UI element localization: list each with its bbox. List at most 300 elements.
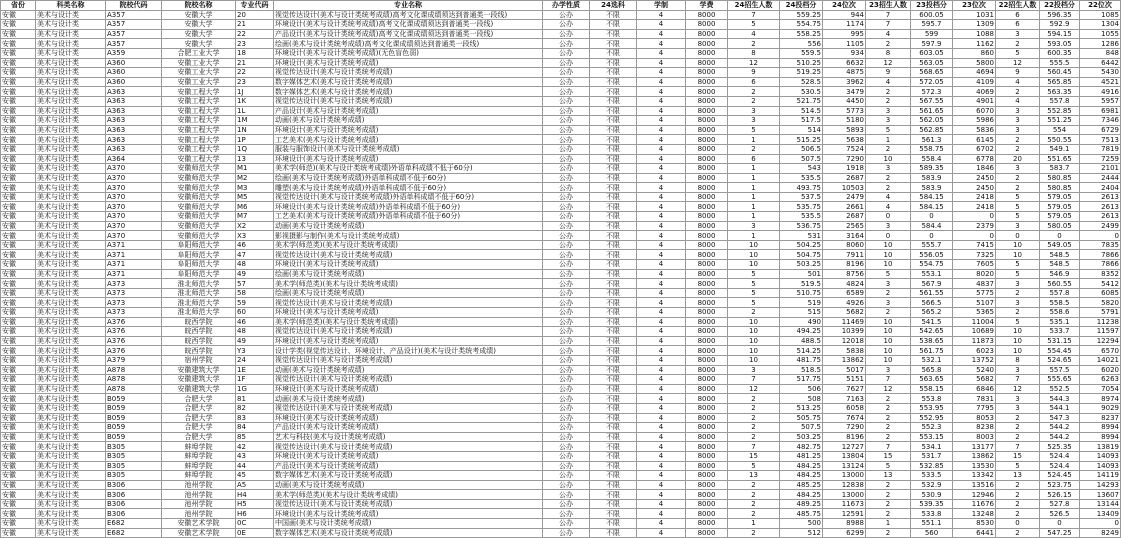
table-cell: 944 — [823, 10, 866, 20]
table-cell: 公办 — [543, 58, 590, 68]
table-cell: A357 — [106, 20, 162, 30]
table-cell: 安徽工程大学 — [162, 135, 236, 145]
table-cell: 6299 — [823, 528, 866, 538]
table-cell: 公办 — [543, 192, 590, 202]
table-cell: 1055 — [1080, 29, 1121, 39]
table-cell: 绘画(美术与设计类统考成绩)外语单科成绩不低于60分) — [274, 173, 543, 183]
table-cell: M2 — [236, 173, 274, 183]
table-cell: 549.1 — [1040, 144, 1080, 154]
table-row — [1, 394, 1121, 404]
table-cell: 533.5 — [911, 471, 953, 481]
table-cell: 507.5 — [780, 154, 823, 164]
table-cell: A370 — [106, 231, 162, 241]
table-cell: 42 — [236, 442, 274, 452]
table-cell: A371 — [106, 240, 162, 250]
table-cell: A360 — [106, 77, 162, 87]
table-cell: 不限 — [590, 432, 637, 442]
table-cell: 视觉传达设计(美术与设计类统考成绩) — [274, 375, 543, 385]
table-cell: 5 — [866, 461, 911, 471]
table-cell: 影视摄影与制作(美术与设计类统考成绩) — [274, 231, 543, 241]
table-cell: 美术学(师范类)(美术与设计类统考成绩) — [274, 490, 543, 500]
table-cell: 533.8 — [911, 509, 953, 519]
table-cell: 不限 — [590, 288, 637, 298]
table-cell: 5836 — [953, 125, 996, 135]
table-cell: 10 — [866, 336, 911, 346]
table-cell: 4 — [637, 519, 686, 529]
table-cell: 视觉传达设计(美术与设计类统考成绩) — [274, 250, 543, 260]
table-cell: A878 — [106, 375, 162, 385]
table-cell: 3 — [866, 365, 911, 375]
table-cell: 565.85 — [1040, 77, 1080, 87]
table-cell: 10 — [866, 240, 911, 250]
table-cell: 7866 — [1080, 260, 1121, 270]
table-cell: 533.7 — [1040, 327, 1080, 337]
table-cell: A376 — [106, 336, 162, 346]
table-cell: 10 — [866, 327, 911, 337]
table-cell: 不限 — [590, 77, 637, 87]
table-cell: 淮北师范大学 — [162, 288, 236, 298]
table-cell: 489.25 — [780, 499, 823, 509]
table-cell: 8000 — [686, 519, 728, 529]
table-cell: 24 — [236, 355, 274, 365]
table-cell: 5 — [866, 125, 911, 135]
table-cell: M1 — [236, 164, 274, 174]
table-cell: 557.8 — [1040, 96, 1080, 106]
table-cell: 552.3 — [911, 423, 953, 433]
table-cell: 0 — [953, 212, 996, 222]
table-row — [1, 519, 1121, 529]
table-cell: 视觉传达设计(美术与设计类统考成绩)外语单科成绩不低于60分) — [274, 192, 543, 202]
table-cell: 5 — [996, 260, 1040, 270]
table-cell: 4 — [637, 375, 686, 385]
table-cell: 美术与设计类 — [36, 125, 106, 135]
table-cell: 数字媒体艺术(美术与设计类统考成绩) — [274, 471, 543, 481]
table-cell: 6729 — [1080, 125, 1121, 135]
table-cell: 2 — [996, 490, 1040, 500]
table-cell: 580.05 — [1040, 221, 1080, 231]
table-cell: 531.7 — [911, 451, 953, 461]
table-cell: H6 — [236, 509, 274, 519]
table-cell: 13000 — [823, 490, 866, 500]
table-cell: 不限 — [590, 461, 637, 471]
table-cell: 4 — [637, 212, 686, 222]
table-cell: 美术与设计类 — [36, 192, 106, 202]
table-row — [1, 384, 1121, 394]
table-cell: 8000 — [686, 212, 728, 222]
table-cell: A379 — [106, 355, 162, 365]
table-cell: 不限 — [590, 106, 637, 116]
table-cell: 8000 — [686, 288, 728, 298]
table-cell: 环境设计(美术与设计类统考成绩) — [274, 336, 543, 346]
table-cell: 安徽工业大学 — [162, 77, 236, 87]
table-cell: A370 — [106, 164, 162, 174]
table-cell: 不限 — [590, 240, 637, 250]
table-cell: 3 — [996, 125, 1040, 135]
table-cell: A371 — [106, 269, 162, 279]
table-cell: 0 — [911, 231, 953, 241]
table-cell: 阜阳师范大学 — [162, 240, 236, 250]
table-cell: 4 — [637, 413, 686, 423]
table-cell: 不限 — [590, 260, 637, 270]
table-cell: 8000 — [686, 365, 728, 375]
table-cell: 553.8 — [911, 394, 953, 404]
table-cell: 510.75 — [780, 288, 823, 298]
table-cell: 4901 — [953, 96, 996, 106]
table-cell: 562.05 — [911, 116, 953, 126]
table-cell: 535.5 — [780, 173, 823, 183]
table-cell: A370 — [106, 212, 162, 222]
table-cell: 公办 — [543, 499, 590, 509]
table-cell: 5 — [866, 269, 911, 279]
table-cell: 安徽大学 — [162, 39, 236, 49]
table-cell: 安徽 — [1, 413, 36, 423]
table-cell: 550.55 — [1040, 135, 1080, 145]
column-header: 院校代码 — [106, 1, 162, 11]
table-cell: X3 — [236, 231, 274, 241]
table-cell: 4 — [637, 39, 686, 49]
table-cell: 安徽师范大学 — [162, 231, 236, 241]
table-cell: 848 — [1080, 48, 1121, 58]
table-cell: 不限 — [590, 212, 637, 222]
table-cell: 1162 — [953, 39, 996, 49]
table-cell: 517.75 — [780, 375, 823, 385]
table-cell: 绘画(美术与设计类统考成绩)高考文化课成绩须达到普通类一段线) — [274, 39, 543, 49]
table-cell: 视觉传达设计(美术与设计类统考成绩) — [274, 442, 543, 452]
table-cell: 安徽 — [1, 365, 36, 375]
table-cell: 1L — [236, 106, 274, 116]
table-cell: 8238 — [953, 423, 996, 433]
table-cell: 8000 — [686, 48, 728, 58]
table-cell: 9 — [866, 68, 911, 78]
table-cell: 597.9 — [911, 39, 953, 49]
table-row — [1, 10, 1121, 20]
table-cell: 公办 — [543, 355, 590, 365]
table-cell: 12 — [996, 384, 1040, 394]
table-cell: 4 — [637, 509, 686, 519]
table-cell: 560.55 — [1040, 279, 1080, 289]
table-cell: H4 — [236, 490, 274, 500]
table-cell: 49 — [236, 336, 274, 346]
table-cell: 美术与设计类 — [36, 403, 106, 413]
table-cell: 公办 — [543, 77, 590, 87]
table-cell: A370 — [106, 202, 162, 212]
table-cell: 539.35 — [911, 499, 953, 509]
table-cell: 美术与设计类 — [36, 164, 106, 174]
table-cell: 美术与设计类 — [36, 279, 106, 289]
table-cell: 7 — [996, 375, 1040, 385]
table-cell: 10 — [866, 355, 911, 365]
table-cell: 安徽 — [1, 58, 36, 68]
table-cell: 10 — [996, 250, 1040, 260]
table-cell: 0 — [1080, 231, 1121, 241]
table-cell: 8000 — [686, 269, 728, 279]
table-cell: 4 — [637, 346, 686, 356]
table-cell: 21 — [236, 58, 274, 68]
table-cell: 5365 — [953, 308, 996, 318]
table-cell: 6632 — [823, 58, 866, 68]
table-cell: 安徽 — [1, 394, 36, 404]
table-cell: 5 — [996, 192, 1040, 202]
table-cell: 8000 — [686, 183, 728, 193]
table-row — [1, 336, 1121, 346]
table-cell: 安徽 — [1, 173, 36, 183]
table-cell: 池州学院 — [162, 490, 236, 500]
table-row — [1, 413, 1121, 423]
table-cell: 蚌埠学院 — [162, 471, 236, 481]
table-cell: 2565 — [823, 221, 866, 231]
table-cell: 10689 — [953, 327, 996, 337]
table-cell: 503.25 — [780, 432, 823, 442]
table-cell: 安徽 — [1, 499, 36, 509]
table-cell: 5893 — [823, 125, 866, 135]
table-cell: B306 — [106, 480, 162, 490]
table-cell: 8000 — [686, 164, 728, 174]
table-cell: E682 — [106, 519, 162, 529]
table-cell: 554.45 — [1040, 346, 1080, 356]
table-cell: 4 — [637, 365, 686, 375]
table-cell: 公办 — [543, 375, 590, 385]
table-cell: 不限 — [590, 509, 637, 519]
table-cell: 6 — [996, 10, 1040, 20]
table-cell: 工艺美术(美术与设计类统考成绩) — [274, 135, 543, 145]
table-cell: 安徽 — [1, 288, 36, 298]
table-cell: 安徽 — [1, 125, 36, 135]
table-cell: 14021 — [1080, 355, 1121, 365]
table-cell: 500 — [780, 519, 823, 529]
table-cell: 1M — [236, 116, 274, 126]
column-header: 23位次 — [953, 1, 996, 11]
table-cell: 4 — [637, 403, 686, 413]
table-cell: 583.9 — [911, 183, 953, 193]
table-cell: 603.05 — [911, 48, 953, 58]
table-cell: 1K — [236, 96, 274, 106]
table-cell: 572.05 — [911, 77, 953, 87]
table-cell: B305 — [106, 442, 162, 452]
table-cell: 5791 — [1080, 308, 1121, 318]
table-cell: 4 — [637, 480, 686, 490]
table-row — [1, 87, 1121, 97]
table-cell: 6023 — [953, 346, 996, 356]
table-cell: 517.5 — [780, 116, 823, 126]
table-cell: 不限 — [590, 154, 637, 164]
table-row — [1, 269, 1121, 279]
table-cell: 15 — [728, 451, 780, 461]
table-cell: 5 — [728, 20, 780, 30]
table-cell: 4 — [637, 173, 686, 183]
table-cell: 8000 — [686, 355, 728, 365]
table-cell: 481.25 — [780, 451, 823, 461]
table-cell: 508 — [780, 394, 823, 404]
table-cell: 14119 — [1080, 471, 1121, 481]
table-cell: 12018 — [823, 336, 866, 346]
table-cell: 23 — [236, 39, 274, 49]
table-cell: B059 — [106, 403, 162, 413]
table-cell: 8249 — [1080, 528, 1121, 538]
table-cell: 4 — [637, 461, 686, 471]
table-cell: 3 — [996, 221, 1040, 231]
table-cell: 85 — [236, 432, 274, 442]
table-cell: 2 — [728, 509, 780, 519]
table-cell: 美术学(师范)(美术与设计类统考成绩)外语单科成绩不低于60分) — [274, 164, 543, 174]
table-cell: 环境设计(美术与设计类统考成绩) — [274, 413, 543, 423]
table-cell: 不限 — [590, 87, 637, 97]
table-cell: 501 — [780, 269, 823, 279]
table-cell: 美术与设计类 — [36, 96, 106, 106]
table-cell: 485.75 — [780, 509, 823, 519]
table-cell: 安徽大学 — [162, 20, 236, 30]
table-cell: 510.25 — [780, 58, 823, 68]
table-cell: 美术与设计类 — [36, 490, 106, 500]
table-cell: 4 — [728, 29, 780, 39]
table-cell: 1P — [236, 135, 274, 145]
table-cell: 不限 — [590, 403, 637, 413]
table-cell: 504.25 — [780, 240, 823, 250]
table-cell: 美术与设计类 — [36, 240, 106, 250]
table-cell: 4 — [637, 20, 686, 30]
table-cell: 583.9 — [911, 173, 953, 183]
table-row — [1, 499, 1121, 509]
table-cell: 4 — [637, 451, 686, 461]
table-cell: 3479 — [823, 87, 866, 97]
table-cell: 13607 — [1080, 490, 1121, 500]
table-cell: 1 — [728, 173, 780, 183]
table-cell: 11238 — [1080, 317, 1121, 327]
table-cell: 506 — [780, 384, 823, 394]
table-cell: 2404 — [1080, 183, 1121, 193]
table-cell: 524.4 — [1040, 451, 1080, 461]
table-cell: 544.1 — [1040, 403, 1080, 413]
table-cell: 557.5 — [1040, 365, 1080, 375]
table-cell: 521.75 — [780, 96, 823, 106]
table-cell: 5838 — [823, 346, 866, 356]
table-row — [1, 125, 1121, 135]
table-cell: 572.3 — [911, 87, 953, 97]
table-cell: 8003 — [953, 432, 996, 442]
table-row — [1, 365, 1121, 375]
table-cell: 10 — [996, 346, 1040, 356]
table-cell: 安徽 — [1, 164, 36, 174]
column-header: 22招生人数 — [996, 1, 1040, 11]
table-cell: 8000 — [686, 144, 728, 154]
table-cell: 6085 — [1080, 288, 1121, 298]
table-cell: 584.15 — [911, 192, 953, 202]
table-cell: 美术与设计类 — [36, 250, 106, 260]
table-cell: 4 — [866, 77, 911, 87]
table-cell: 美术与设计类 — [36, 288, 106, 298]
table-cell: 环境设计(美术与设计类统考成绩) — [274, 451, 543, 461]
table-cell: 2 — [996, 288, 1040, 298]
table-cell: 13144 — [1080, 499, 1121, 509]
table-cell: 5 — [996, 212, 1040, 222]
table-row — [1, 164, 1121, 174]
table-cell: 8000 — [686, 231, 728, 241]
column-header: 23招生人数 — [866, 1, 911, 11]
table-cell: 10 — [728, 317, 780, 327]
table-cell: 阜阳师范大学 — [162, 260, 236, 270]
table-cell: 5 — [996, 317, 1040, 327]
table-cell: 1 — [728, 212, 780, 222]
table-cell: 2444 — [1080, 173, 1121, 183]
table-cell: 6 — [996, 20, 1040, 30]
table-cell: 2 — [866, 308, 911, 318]
table-cell: 3962 — [823, 77, 866, 87]
table-cell: 不限 — [590, 413, 637, 423]
table-cell: 2 — [866, 144, 911, 154]
table-cell: 美术与设计类 — [36, 183, 106, 193]
table-cell: 安徽 — [1, 384, 36, 394]
table-cell: 0 — [911, 212, 953, 222]
table-cell: 公办 — [543, 298, 590, 308]
table-cell: 8000 — [686, 135, 728, 145]
table-cell: 3 — [728, 221, 780, 231]
table-cell: 11673 — [823, 499, 866, 509]
table-cell: 2418 — [953, 202, 996, 212]
table-cell: 公办 — [543, 20, 590, 30]
table-cell: 13862 — [953, 451, 996, 461]
table-cell: 9 — [996, 68, 1040, 78]
table-cell: 不限 — [590, 480, 637, 490]
table-cell: 美术与设计类 — [36, 173, 106, 183]
table-cell: 安徽 — [1, 144, 36, 154]
table-cell: 7 — [728, 375, 780, 385]
table-cell: 8000 — [686, 173, 728, 183]
table-cell: 7290 — [823, 423, 866, 433]
table-cell: 不限 — [590, 279, 637, 289]
table-cell: 4 — [866, 192, 911, 202]
table-cell: 环境设计(美术与设计类统考成绩)(无色盲色弱) — [274, 48, 543, 58]
table-cell: 8994 — [1080, 432, 1121, 442]
table-cell: 安徽 — [1, 96, 36, 106]
table-cell: 60 — [236, 308, 274, 318]
table-cell: 4 — [996, 77, 1040, 87]
table-cell: 12 — [866, 384, 911, 394]
table-cell: 513.25 — [780, 403, 823, 413]
table-cell: 不限 — [590, 68, 637, 78]
table-cell: 8000 — [686, 87, 728, 97]
table-cell: 4069 — [953, 87, 996, 97]
table-cell: 1 — [728, 202, 780, 212]
table-cell: 555.7 — [911, 240, 953, 250]
table-cell: 5 — [728, 288, 780, 298]
table-cell: 536.75 — [780, 221, 823, 231]
table-cell: 1085 — [1080, 10, 1121, 20]
table-cell: 公办 — [543, 490, 590, 500]
table-header-row — [1, 1, 1121, 11]
table-cell: 519.25 — [780, 68, 823, 78]
table-cell: 600.05 — [911, 10, 953, 20]
table-cell: 4 — [637, 499, 686, 509]
table-cell: 数字媒体艺术(美术与设计类统考成绩) — [274, 77, 543, 87]
table-cell: 4 — [637, 183, 686, 193]
table-cell: 563.35 — [1040, 87, 1080, 97]
table-row — [1, 432, 1121, 442]
table-cell: 579.05 — [1040, 192, 1080, 202]
table-cell: A363 — [106, 96, 162, 106]
table-cell: 安徽 — [1, 87, 36, 97]
table-cell: 4 — [866, 202, 911, 212]
table-cell: 4 — [996, 96, 1040, 106]
table-cell: 4 — [637, 68, 686, 78]
table-cell: 安徽 — [1, 490, 36, 500]
table-cell: A370 — [106, 173, 162, 183]
column-header: 学制 — [637, 1, 686, 11]
table-cell: 3 — [866, 279, 911, 289]
table-cell: 美术与设计类 — [36, 394, 106, 404]
table-cell: 10 — [728, 240, 780, 250]
table-cell: 公办 — [543, 68, 590, 78]
table-cell: 美术学(师范类)(美术与设计类统考成绩) — [274, 240, 543, 250]
table-row — [1, 48, 1121, 58]
